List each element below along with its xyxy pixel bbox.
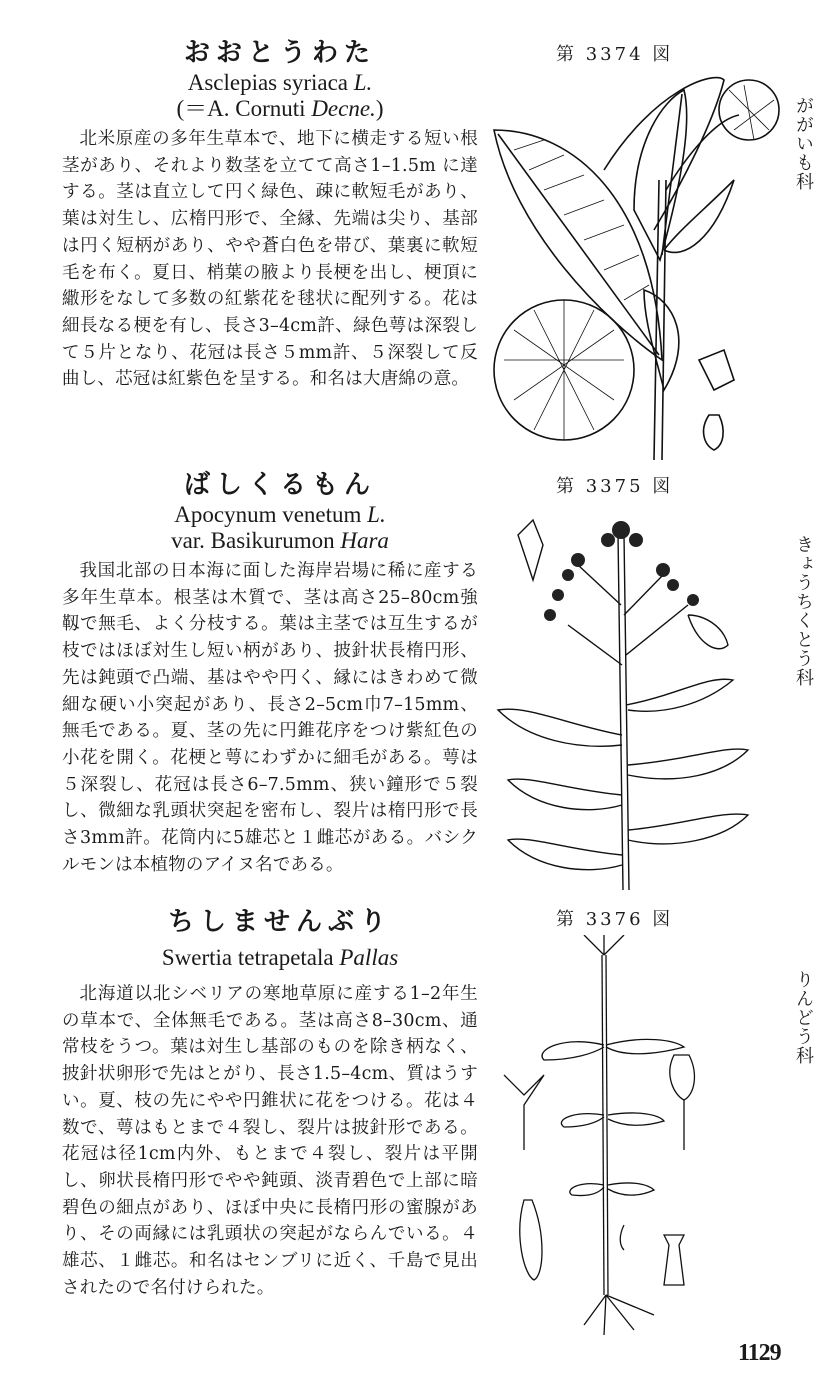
family-label: ががいも科: [793, 96, 814, 191]
authority: L.: [367, 502, 386, 527]
scientific-name: Apocynum venetum: [174, 502, 362, 527]
entry-asclepias-syriaca: [62, 36, 478, 393]
scientific-name-line: [82, 70, 478, 96]
figure-label: 第 3375 図: [556, 476, 674, 497]
entry-apocynum-venetum: [62, 468, 478, 878]
synonym-authority: Decne.: [311, 96, 376, 121]
scientific-name-line: [82, 502, 478, 528]
synonym-close: ): [375, 96, 384, 121]
scientific-name-line: [82, 945, 478, 971]
description: [62, 558, 478, 878]
milkweed-illustration: [484, 60, 784, 460]
japanese-name: ばしくるもん: [183, 470, 376, 500]
family-label: きょうちくとう科: [793, 535, 814, 687]
scientific-name: Asclepias syriaca: [187, 70, 348, 95]
authority: Pallas: [339, 945, 399, 970]
variety-authority: Hara: [340, 528, 389, 553]
swertia-illustration: [484, 935, 744, 1335]
description-text: 我国北部の日本海に面した海岸岩場に稀に産する多年生草本。根茎は木質で、茎は高さ25–80cm強靱で無毛、よく分枝する。葉は主茎では互生するが枝ではほぼ対生し短い柄があり、披針状長楕円形、先は鈍頭で凸端、基はやや円く、縁にはきわめて微細な硬い小突起があり、長さ2–5cm巾7–15mm、無毛である。夏、茎の先に円錐花序をつけ紫紅色の小花を開く。花梗と萼にわずかに細毛がある。萼は５深裂し、花冠は長さ6–7.5mm、狭い鐘形で５裂し、微細な乳頭状突起を密布し、裂片は楕円形で長さ3mm許。花筒内に5雄芯と１雌芯がある。バシクルモンは本植物のアイヌ名である。: [62, 561, 478, 875]
description: [62, 981, 478, 1301]
variety-line: [82, 528, 478, 554]
description-text: 北米原産の多年生草本で、地下に横走する短い根茎があり、それより数茎を立てて高さ1–1.5m に達する。茎は直立して円く緑色、疎に軟短毛があり、葉は対生し、広楕円形で、全縁、先端は尖り、基部は円く短柄があり、やや蒼白色を帯び、葉裏に軟短毛を布く。夏日、梢葉の腋より長梗を出し、梗頂に繖形をなして多数の紅紫花を毬状に配列する。花は細長なる梗を有し、長さ3–4cm許、緑色萼は深裂して５片となり、花冠は長さ５mm許、５深裂して反曲し、芯冠は紅紫色を呈する。和名は大唐綿の意。: [62, 129, 478, 390]
figure-label: 第 3374 図: [556, 44, 674, 65]
variety: var. Basikurumon: [171, 528, 335, 553]
dogbane-illustration: [488, 505, 768, 890]
description-text: 北海道以北シベリアの寒地草原に産する1–2年生の草本で、全体無毛である。茎は高さ8–30cm、通常枝をうつ。葉は対生し基部のものを除き柄なく、披針状卵形で先はとがり、長さ1.5–4cm、質はうすい。夏、枝の先にやや円錐状に花をつける。花は４数で、萼はもとまで４裂し、裂片は披針形である。花冠は径1cm内外、もとまで４裂し、裂片は平開し、卵状長楕円形でやや鈍頭、淡青碧色で上部に暗碧色の細点があり、ほぼ中央に長楕円形の蜜腺があり、その両縁には乳頭状の突起がならんでいる。４雄芯、１雌芯。和名はセンブリに近く、千島で見出されたので名付けられた。: [62, 984, 478, 1298]
family-label: りんどう科: [793, 970, 814, 1065]
authority: L.: [353, 70, 373, 95]
japanese-name: ちしませんぶり: [167, 907, 392, 937]
synonym: (＝A. Cornuti: [176, 96, 306, 121]
page-number: 1129: [738, 1340, 781, 1366]
figure-label: 第 3376 図: [556, 909, 674, 930]
japanese-name: おおとうわた: [183, 38, 376, 68]
description: [62, 126, 478, 393]
synonym-line: [82, 96, 478, 122]
scientific-name: Swertia tetrapetala: [161, 945, 334, 970]
entry-swertia-tetrapetala: [62, 905, 478, 1301]
